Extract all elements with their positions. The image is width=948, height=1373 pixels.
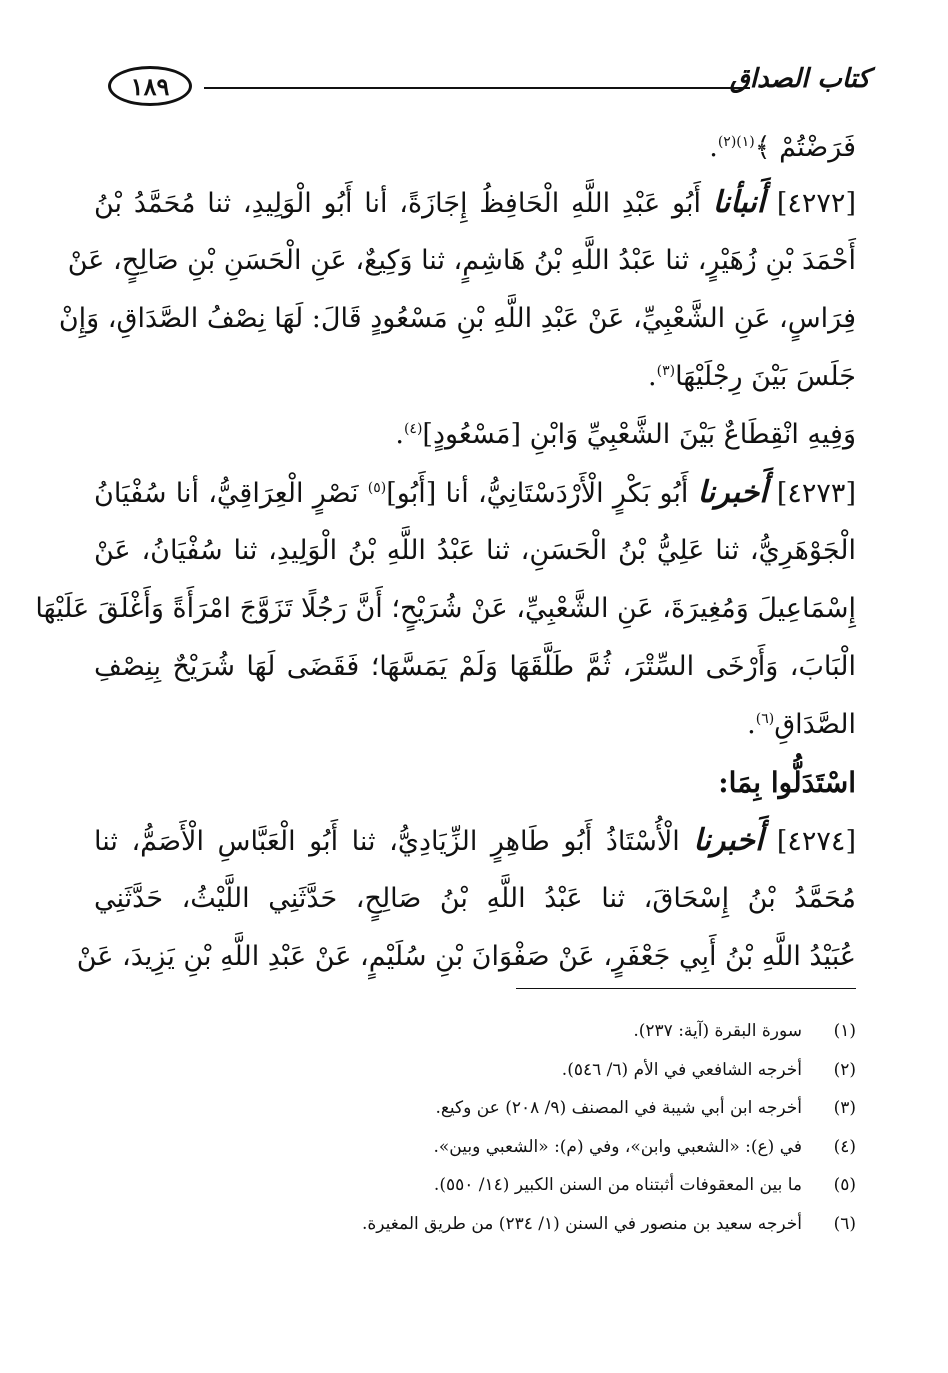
footnote-ref: (٦) <box>755 711 775 727</box>
footnote-number: (٢) <box>833 1059 856 1080</box>
section-heading: اسْتَدَلُّوا بِمَا: <box>718 766 856 799</box>
text-line-1 <box>94 122 856 174</box>
text-run: جَلَسَ بَيْنَ رِجْلَيْهَا <box>675 361 856 392</box>
text-run: أَبُو عَبْدِ اللَّهِ الْحَافِظُ إِجَازَةً، أنا أَبُو الْوَلِيدِ، ثنا مُحَمَّدُ بْنُ <box>94 188 701 219</box>
narration-lead: أَخبرنا <box>697 475 768 510</box>
text-run: الْأُسْتَاذُ أَبُو طَاهِرٍ الزِّيَادِيُّ، ثنا أَبُو الْعَبَّاسِ الْأَصَمُّ، ثنا <box>94 826 680 857</box>
page-header <box>108 58 870 114</box>
footnote-number: (٣) <box>833 1098 856 1118</box>
text-run: وَفِيهِ انْقِطَاعٌ بَيْنَ الشَّعْبِيِّ وَابْنِ [مَسْعُودٍ] <box>422 419 856 450</box>
text-line-6 <box>94 406 856 464</box>
punctuation: . <box>395 419 404 450</box>
text-line-7 <box>94 464 856 522</box>
text-run: الصَّدَاقِ <box>774 709 856 740</box>
footnote-ref: (٣) <box>656 363 676 379</box>
footnote-number: (٦) <box>833 1213 856 1234</box>
footnote <box>96 1128 856 1167</box>
text-line-13 <box>94 812 856 870</box>
text-line-8: الْجَوْهَرِيُّ، ثنا عَلِيُّ بْنُ الْحَسَنِ، ثنا عَبْدُ اللَّهِ بْنُ الْوَلِيدِ، ثنا سُفْيَانُ، عَنْ <box>94 535 856 566</box>
footnote-text: ما بين المعقوفات أثبتناه من السنن الكبير (١٤/ ٥٥٠). <box>433 1175 802 1195</box>
narration-lead: أَخبرنا <box>693 823 764 858</box>
text-line-3: أَحْمَدَ بْنِ زُهَيْرٍ، ثنا عَبْدُ اللَّهِ بْنُ هَاشِمٍ، ثنا وَكِيعٌ، عَنِ الْحَسَنِ بْنِ صَالِحٍ، عَنْ <box>67 245 856 276</box>
footnote-text: أخرجه سعيد بن منصور في السنن (١/ ٢٣٤) من طريق المغيرة. <box>361 1213 802 1234</box>
footnote-text: في (ع): «الشعبي وابن»، وفي (م): «الشعبي وبين». <box>433 1136 802 1157</box>
text-run: أَبُو بَكْرٍ الْأَرْدَسْتَانِيُّ، أنا [أَبُو] <box>386 478 689 509</box>
footnote-ref: (٤) <box>403 421 423 437</box>
footnote <box>96 1089 856 1128</box>
footnote-ref: (٥) <box>367 480 387 496</box>
text-run: نَصْرٍ الْعِرَاقِيُّ، أنا سُفْيَانُ <box>94 478 359 509</box>
quran-verse-end: فَرَضْتُمْ ﴾ <box>754 132 856 163</box>
narration-lead: أَنبأنا <box>712 185 766 220</box>
hadith-number: [٤٢٧٢] <box>776 188 856 219</box>
page-number-text: ١٨٩ <box>130 71 170 101</box>
main-text <box>35 122 856 986</box>
footnote-ref: (١)(٢) <box>717 134 755 150</box>
text-line-15: عُبَيْدُ اللَّهِ بْنُ أَبِي جَعْفَرٍ، عَنْ صَفْوَانَ بْنِ سُلَيْمٍ، عَنْ عَبْدِ اللَّهِ بْنِ يَزِيدَ، عَنْ <box>76 941 856 972</box>
text-line-5 <box>94 348 856 406</box>
book-title: كتاب الصداق <box>729 64 870 94</box>
footnotes <box>96 1012 856 1243</box>
punctuation: . <box>709 132 718 163</box>
footnote-separator <box>516 988 856 989</box>
hadith-number: [٤٢٧٣] <box>776 478 856 509</box>
footnote-text: أخرجه ابن أبي شيبة في المصنف (٩/ ٢٠٨) عن وكيع. <box>435 1098 802 1118</box>
footnote-number: (٥) <box>833 1175 856 1195</box>
punctuation: . <box>648 361 657 392</box>
text-line-2 <box>94 174 856 232</box>
footnote-number: (٤) <box>833 1136 856 1157</box>
text-line-10: الْبَابَ، وَأَرْخَى السِّتْرَ، ثُمَّ طَلَّقَهَا وَلَمْ يَمَسَّهَا؛ فَقَضَى لَهَا شُرَيْحٌ بِنِصْفِ <box>94 651 856 682</box>
page-number <box>108 66 192 106</box>
text-line-4: فِرَاسٍ، عَنِ الشَّعْبِيِّ، عَنْ عَبْدِ اللَّهِ بْنِ مَسْعُودٍ قَالَ: لَهَا نِصْفُ الصَّدَاقِ، وَإِنْ <box>58 303 856 334</box>
header-rule <box>204 87 750 89</box>
footnote-text: أخرجه الشافعي في الأم (٦/ ٥٤٦). <box>561 1059 802 1080</box>
text-line-9: إِسْمَاعِيلَ وَمُغِيرَةَ، عَنِ الشَّعْبِيِّ، عَنْ شُرَيْحٍ؛ أَنَّ رَجُلًا تَزَوَّجَ امْرَأَةً وَأَغْلَقَ عَلَيْهَا <box>35 593 856 624</box>
punctuation: . <box>747 709 756 740</box>
footnote <box>96 1205 856 1244</box>
footnote <box>96 1166 856 1205</box>
footnote-text: سورة البقرة (آية: ٢٣٧). <box>633 1021 802 1041</box>
footnote <box>96 1012 856 1051</box>
footnote <box>96 1051 856 1090</box>
text-line-11 <box>94 696 856 754</box>
hadith-number: [٤٢٧٤] <box>776 826 856 857</box>
text-line-14: مُحَمَّدُ بْنُ إِسْحَاقَ، ثنا عَبْدُ اللَّهِ بْنُ صَالِحٍ، حَدَّثَنِي اللَّيْثُ، حَدَّثَنِي <box>94 883 856 914</box>
footnote-number: (١) <box>833 1021 856 1041</box>
